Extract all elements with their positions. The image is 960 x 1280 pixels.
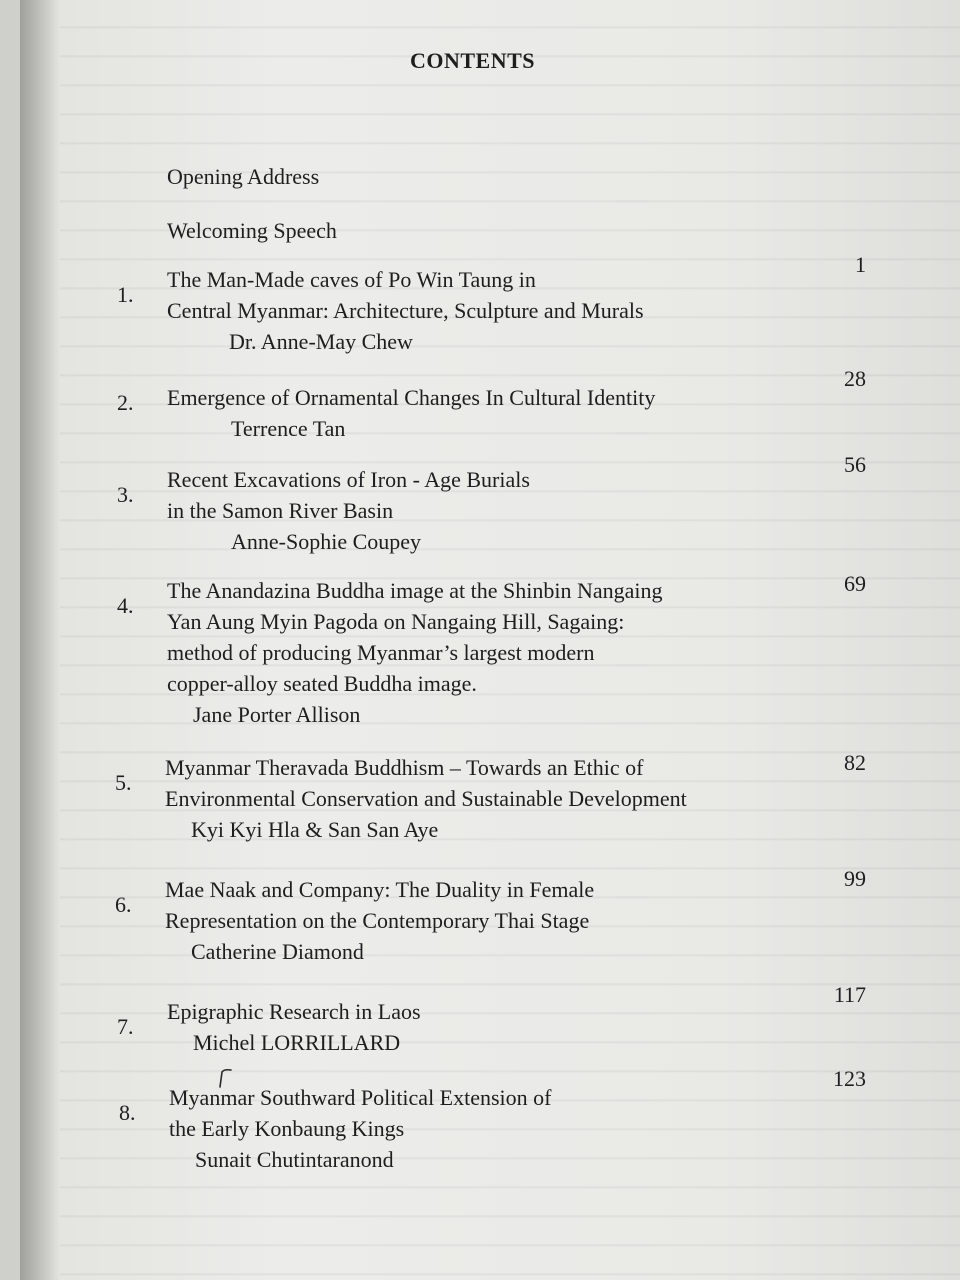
page-number: 69 (844, 571, 866, 596)
title-line: Environmental Conservation and Sustainable Development (165, 786, 687, 811)
entry-text (167, 264, 787, 357)
pen-mark-icon (216, 1068, 234, 1088)
title-line: the Early Konbaung Kings (169, 1116, 405, 1141)
entry-author: Anne-Sophie Coupey (231, 529, 422, 554)
title-line: in the Samon River Basin (167, 498, 394, 523)
entry-number: 8. (119, 1100, 136, 1125)
title-line: Central Myanmar: Architecture, Sculpture and Murals (167, 298, 644, 323)
entry-text (165, 874, 785, 967)
entry-text (167, 382, 787, 444)
entry-text (165, 752, 785, 845)
entry-number: 5. (115, 770, 132, 795)
front-matter-welcoming-speech: Welcoming Speech (167, 218, 337, 243)
title-line: Yan Aung Myin Pagoda on Nangaing Hill, Sagaing: (167, 609, 625, 634)
title-line: The Anandazina Buddha image at the Shinbin Nangaing (167, 578, 663, 603)
entry-text (167, 575, 787, 730)
title-line: Emergence of Ornamental Changes In Cultural Identity (167, 385, 656, 410)
entry-text (167, 464, 787, 557)
entry-author: Catherine Diamond (191, 939, 364, 964)
title-line: Representation on the Contemporary Thai Stage (165, 908, 590, 933)
front-matter-opening-address: Opening Address (167, 164, 320, 189)
entry-author: Terrence Tan (231, 416, 346, 441)
entry-number: 7. (117, 1014, 134, 1039)
entry-author: Michel LORRILLARD (193, 1030, 401, 1055)
page-number: 28 (844, 366, 866, 391)
entry-number: 4. (117, 593, 134, 618)
entry-author: Kyi Kyi Hla & San San Aye (191, 817, 439, 842)
title-line: method of producing Myanmar’s largest modern (167, 640, 595, 665)
title-line: The Man-Made caves of Po Win Taung in (167, 267, 536, 292)
entry-author: Dr. Anne-May Chew (229, 329, 413, 354)
entry-number: 1. (117, 282, 134, 307)
entry-author: Jane Porter Allison (193, 702, 361, 727)
title-line: Epigraphic Research in Laos (167, 999, 421, 1024)
page-number: 123 (833, 1066, 866, 1091)
contents-heading: CONTENTS (410, 48, 536, 73)
book-page (20, 0, 960, 1280)
entry-author: Sunait Chutintaranond (195, 1147, 394, 1172)
title-line: Mae Naak and Company: The Duality in Female (165, 877, 595, 902)
title-line: copper-alloy seated Buddha image. (167, 671, 477, 696)
gutter-shadow (20, 0, 60, 1280)
title-line: Myanmar Southward Political Extension of (169, 1085, 552, 1110)
entry-number: 3. (117, 482, 134, 507)
entry-text (169, 1082, 789, 1175)
title-line: Myanmar Theravada Buddhism – Towards an Ethic of (165, 755, 644, 780)
page-number: 99 (844, 866, 866, 891)
page-number: 56 (844, 452, 866, 477)
entry-number: 6. (115, 892, 132, 917)
entry-number: 2. (117, 390, 134, 415)
title-line: Recent Excavations of Iron - Age Burials (167, 467, 530, 492)
page-number: 1 (855, 252, 866, 277)
entry-text (167, 996, 787, 1058)
page-number: 82 (844, 750, 866, 775)
page-number: 117 (833, 982, 866, 1007)
